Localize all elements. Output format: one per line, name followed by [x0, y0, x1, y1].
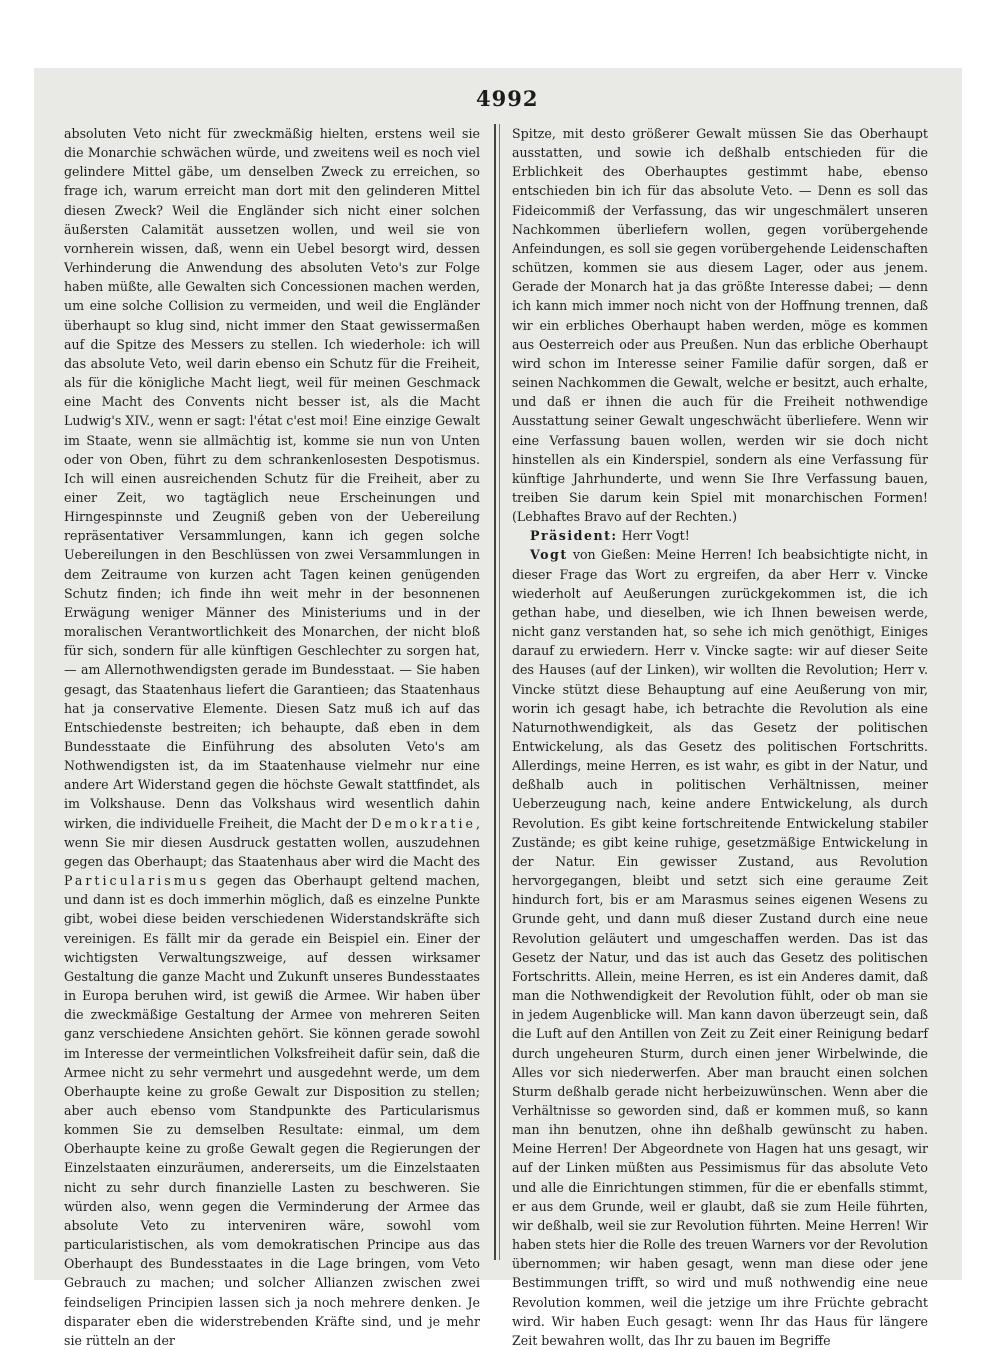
- left-text-c: gegen das Oberhaupt geltend machen, und dann ist es doch immerhin möglich, daß es einzelne Punkte gibt, wobei diese beiden verschiedenen Widerstandskräfte sich vereinigen. Es fällt mir da gerade ein Beispiel ein. Einer der wichtigsten Verwaltungszweige, auf dessen wirksamer Gestaltung die ganze Macht und Zukunft unseres Bundesstaates in Europa beruhen wird, ist gewiß die Armee. Wir haben über die zweckmäßige Gestaltung der Armee von mehreren Seiten ganz verschiedene Ansichten gehört. Sie können gerade sowohl im Interesse der vermeintlichen Volksfreiheit dafür sein, daß die Armee nicht zu sehr vermehrt und ausgedehnt werde, um dem Oberhaupte keine zu große Gewalt zur Disposition zu stellen; aber auch ebenso vom Standpunkte des Particularismus kommen Sie zu demselben Resultate: einmal, um dem Oberhaupte keine zu große Gewalt gegen die Regierungen der Einzelstaaten einzuräumen, andererseits, um die Einzelstaaten nicht zu sehr durch finanzielle Lasten zu beschweren. Sie würden also, wenn gegen die Verminderung der Armee das absolute Veto zu interveniren wäre, sowohl vom particularistischen, als vom demokratischen Principe aus das Oberhaupt des Bundesstaates in die Lage bringen, vom Veto Gebrauch zu machen; und solcher Allianzen zwischen zwei feindseligen Principien lassen sich ja noch mehrere denken. Je disparater eben die widerstrebenden Kräfte sind, und je mehr sie rütteln an der: [64, 873, 480, 1348]
- left-text-a: absoluten Veto nicht für zweckmäßig hielten, erstens weil sie die Monarchie schwächen würde, und zweitens weil es noch viel gelindere Mittel gäbe, um denselben Zweck zu erreichen, so frage ich, warum erreicht man dort mit den gelinderen Mittel diesen Zweck? Weil die Engländer sich nicht einer solchen äußersten Calamität aussetzen wollen, und weil sie von vornherein wissen, daß, wenn ein Uebel besorgt wird, dessen Verhinderung die Anwendung des absoluten Veto's zur Folge haben müßte, alle Gewalten sich Concessionen machen werden, um eine solche Collision zu vermeiden, und weil die Engländer überhaupt so klug sind, nicht immer den Staat gewissermaßen auf die Spitze des Messers zu stellen. Ich wiederhole: ich will das absolute Veto, weil darin ebenso ein Schutz für die Freiheit, als für die königliche Macht liegt, weil für meinen Geschmack eine Macht des Convents nicht besser ist, als die Macht Ludwig's XIV., wenn er sagt: l'état c'est moi! Eine einzige Gewalt im Staate, wenn sie allmächtig ist, komme sie nun von Unten oder von Oben, führt zu dem schrankenlosesten Despotismus. Ich will einen ausreichenden Schutz für die Freiheit, aber zu einer Zeit, wo tagtäglich neue Erscheinungen und Hirngespinnste und Zeugniß geben von der Uebereilung repräsentativer Versammlungen, kann ich gegen solche Uebereilungen in den Beschlüssen von zwei Versammlungen in dem Zeitraume von kurzen acht Tagen keinen genügenden Schutz finden; ich finde ihn weit mehr in der besonnenen Erwägung weniger Männer des Ministeriums und in der moralischen Verantwortlichkeit des Monarchen, der nicht bloß für sich, sondern für alle künftigen Geschlechter zu sorgen hat, — am Allernothwendigsten gerade im Bundesstaat. — Sie haben gesagt, das Staatenhaus liefert die Garantieen; das Staatenhaus hat ja conservative Elemente. Diesen Satz muß ich auf das Entschiedenste bestreiten; ich behaupte, daß eben in dem Bundesstaate die Einführung des absoluten Veto's am Nothwendigsten ist, da im Staatenhause vielmehr nur eine andere Art Widerstand gegen die höchste Gewalt stattfindet, als im Volkshause. Denn das Volkshaus wird wesentlich dahin wirken, die individuelle Freiheit, die Macht der: [64, 126, 480, 831]
- column-divider-thin: [499, 124, 500, 1260]
- left-column: [64, 124, 480, 1348]
- spaced-term-demokratie: Demokratie: [371, 815, 476, 831]
- speaker-president: Präsident:: [530, 528, 618, 544]
- right-paragraph-2: [512, 526, 928, 545]
- right-paragraph-1: Spitze, mit desto größerer Gewalt müssen Sie das Oberhaupt ausstatten, und sowie ich deßhalb entschieden für die Erblichkeit des Oberhauptes gestimmt habe, ebenso entschieden bin ich für das absolute Veto. — Denn es soll das Fideicommiß der Verfassung, das wir ungeschmälert unseren Nachkommen überliefern wollen, gegen vorübergehende Anfeindungen, es soll sie gegen vorübergehende Leidenschaften schützen, kommen sie aus diesem Lager, oder aus jenem. Gerade der Monarch hat ja das größte Interesse dabei; — denn ich kann mich immer noch nicht von der Hoffnung trennen, daß wir ein erbliches Oberhaupt haben werden, möge es kommen aus Oesterreich oder aus Preußen. Nun das erbliche Oberhaupt wird schon im Interesse seiner Familie dafür sorgen, daß er seinen Nachkommen die Gewalt, welche er besitzt, auch erhalte, und daß er ihnen die auch für die Freiheit nothwendige Ausstattung seiner Gewalt ungeschwächt überliefere. Wenn wir eine Verfassung bauen wollen, werden wir sie doch nicht hinstellen als ein Kinderspiel, sondern als eine Verfassung für künftige Jahrhunderte, und wenn Sie Ihre Verfassung bauen, treiben Sie darum kein Spiel mit monarchischen Formen! (Lebhaftes Bravo auf der Rechten.): [512, 126, 928, 525]
- vogt-text: von Gießen: Meine Herren! Ich beabsichtigte nicht, in dieser Frage das Wort zu ergreifen, da aber Herr v. Vincke wiederholt auf Aeußerungen zurückgekommen ist, die ich gethan habe, und dieselben, wie ich Ihnen beweisen werde, nicht ganz verstanden hat, so sehe ich mich genöthigt, Einiges darauf zu erwiedern. Herr v. Vincke sagte: wir auf dieser Seite des Hauses (auf der Linken), wir wollten die Revolution; Herr v. Vincke stützt diese Behauptung auf eine Aeußerung von mir, worin ich gesagt habe, ich betrachte die Revolution als eine Naturnothwendigkeit, als das Gesetz der politischen Entwickelung, als das Gesetz des politischen Fortschritts. Allerdings, meine Herren, es ist wahr, es gibt in der Natur, und deßhalb auch in politischen Verhältnissen, meiner Ueberzeugung nach, keine andere Entwickelung, als durch Revolution. Es gibt keine fortschreitende Entwickelung stabiler Zustände; es gibt keine ruhige, gesetzmäßige Entwickelung in der Natur. Ein gewisser Zustand, aus Revolution hervorgegangen, bleibt und setzt sich eine geraume Zeit hindurch fort, bis er am Marasmus seines eigenen Wesens zu Grunde geht, und dann muß dieser Zustand durch eine neue Revolution geläutert und umgeschaffen werden. Das ist das Gesetz der Natur, und das ist auch das Gesetz des politischen Fortschritts. Allein, meine Herren, es ist ein Anderes damit, daß man die Nothwendigkeit der Revolution fühlt, oder ob man sie in jedem Augenblicke will. Man kann davon überzeugt sein, daß die Luft auf den Antillen von Zeit zu Zeit einer Reinigung bedarf durch ungeheuren Sturm, durch einen jener Wirbelwinde, die Alles vor sich niederwerfen. Aber man braucht einen solchen Sturm deßhalb gerade nicht herbeizuwünschen. Wenn aber die Verhältnisse so geworden sind, daß er kommen muß, so kann man ihn benutzen, ohne ihn deßhalb gewünscht zu haben. Meine Herren! Der Abgeordnete von Hagen hat uns gesagt, wir auf der Linken müßten aus Pessimismus für das absolute Veto und alle die Einrichtungen stimmen, für die er ebenfalls stimmt, er aus dem Grunde, weil er glaubt, daß sie zum Heile führten, wir deßhalb, weil sie zur Revolution führten. Meine Herren! Wir haben stets hier die Rolle des treuen Warners vor der Revolution übernommen; wir haben gesagt, wenn man diese oder jene Bestimmungen trifft, so wird und muß nothwendig eine neue Revolution kommen, weil die jetzige um ihre Früchte gebracht wird. Wir haben Euch gesagt: wenn Ihr das Haus für längere Zeit bewahren wollt, das Ihr zu bauen im Begriffe: [512, 547, 928, 1348]
- page-number: 4992: [476, 86, 539, 111]
- right-paragraph-3: [512, 545, 928, 1350]
- president-text: Herr Vogt!: [621, 528, 690, 544]
- left-text-b: , wenn Sie mir diesen Ausdruck gestatten wollen, auszudehnen gegen das Oberhaupt; das Staatenhaus aber wird die Macht des: [64, 815, 480, 869]
- left-paragraph: [64, 124, 480, 1350]
- speaker-vogt: Vogt: [530, 547, 568, 563]
- spaced-term-particularismus: Particularismus: [64, 873, 210, 889]
- column-divider: [494, 124, 496, 1260]
- right-column: [512, 124, 928, 1348]
